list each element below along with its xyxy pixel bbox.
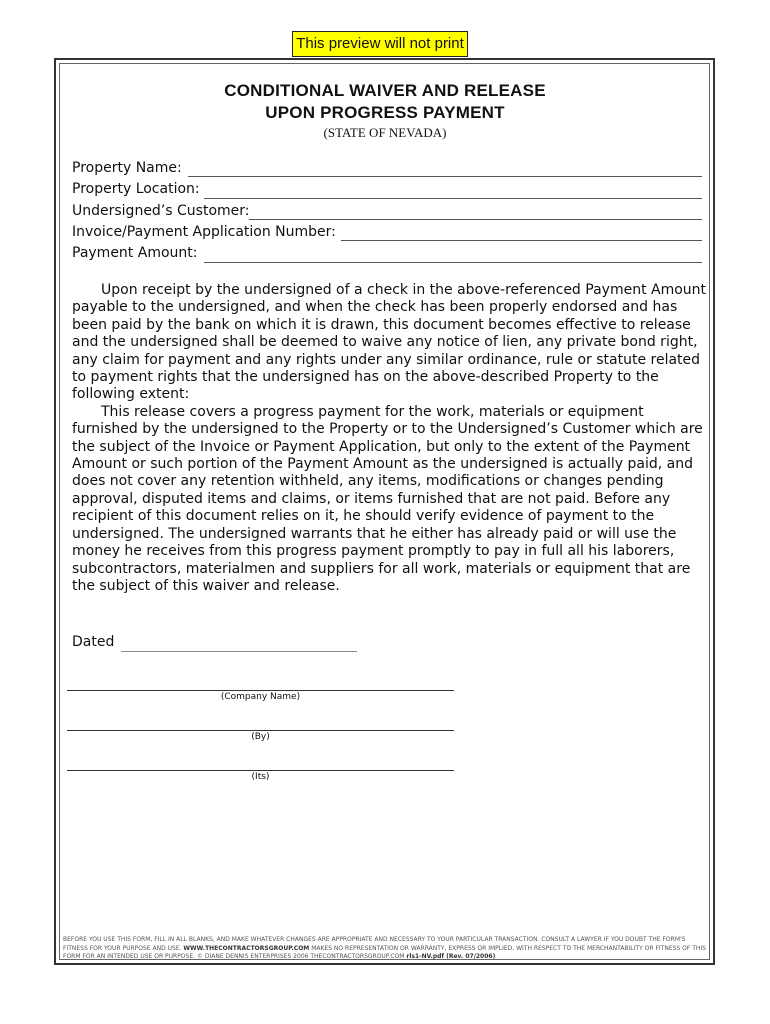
property-name-label: Property Name: [72, 160, 182, 176]
property-name-field[interactable] [188, 176, 702, 177]
legal-disclaimer [63, 936, 708, 962]
invoice-number-field[interactable] [341, 240, 702, 241]
dated-field[interactable] [121, 651, 357, 652]
disclaimer-text-1: BEFORE YOU USE THIS FORM, FILL IN ALL BLANKS, AND MAKE WHATEVER CHANGES ARE APPROPRIATE AND NECESSARY TO YOUR PARTICULAR TRANSACTION. CONSULT A LAWYER IF YOU DOUBT THE FORM'S FITNESS FOR YOUR PURPOSE AND USE. [63, 936, 686, 952]
document-title-line1: CONDITIONAL WAIVER AND RELEASE [224, 81, 546, 100]
property-location-field[interactable] [204, 198, 702, 199]
release-paragraph-1: Upon receipt by the undersigned of a check in the above-referenced Payment Amount payable to the undersigned, and when the check has been properly endorsed and has been paid by the bank on which it is drawn, this document becomes effective to release and the undersigned shall be deemed to waive any notice of lien, any private bond right, any claim for payment and any rights under any similar ordinance, rule or statute related to payment rights that the undersigned has on the above-described Property to the following extent: [72, 282, 707, 403]
document-title-line2: UPON PROGRESS PAYMENT [265, 103, 505, 122]
customer-field[interactable] [249, 219, 702, 220]
by-caption: (By) [251, 732, 270, 742]
its-field[interactable] [67, 770, 454, 771]
customer-label: Undersigned’s Customer: [72, 203, 250, 219]
disclaimer-site: WWW.THECONTRACTORSGROUP.COM [183, 944, 310, 952]
by-field[interactable] [67, 730, 454, 731]
payment-amount-field[interactable] [204, 262, 702, 263]
company-name-field[interactable] [67, 690, 454, 691]
form-id: rls1-NV.pdf (Rev. 07/2006) [406, 953, 496, 960]
invoice-number-label: Invoice/Payment Application Number: [72, 224, 336, 240]
release-paragraph-2: This release covers a progress payment for the work, materials or equipment furnished by the undersigned to the Property or to the Undersigned’s Customer which are the subject of the Invoice or Payment Application, but only to the extent of the Payment Amount or such portion of the Payment Amount as the undersigned is actually paid, and does not cover any retention withheld, any items, modifications or changes pending approval, disputed items and claims, or items furnished that are not paid. Before any recipient of this document relies on it, he should verify evidence of payment to the undersigned. The undersigned warrants that he either has already paid or will use the money he receives from this progress payment promptly to pay in full all his laborers, subcontractors, materialmen and suppliers for all work, materials or equipment that are the subject of this waiver and release. [72, 403, 703, 594]
company-name-caption: (Company Name) [220, 692, 301, 702]
dated-label: Dated [72, 634, 115, 650]
disclaimer-text-2: MAKES NO REPRESENTATION OR WARRANTY, EXPRESS OR IMPLIED, WITH RESPECT TO THE MERCHANTABILITY OR FITNESS OF THIS FORM FOR AN INTENDED USE OR PURPOSE. © DIANE DENNIS ENTERPRISES 2006 THECONTRACTORSGROUP.COM [63, 944, 706, 960]
state-subtitle: (STATE OF NEVADA) [323, 125, 447, 140]
payment-amount-label: Payment Amount: [72, 245, 198, 261]
property-location-label: Property Location: [72, 181, 200, 197]
preview-notice-banner: This preview will not print [292, 31, 468, 57]
its-caption: (Its) [251, 772, 270, 782]
release-body [72, 282, 712, 595]
